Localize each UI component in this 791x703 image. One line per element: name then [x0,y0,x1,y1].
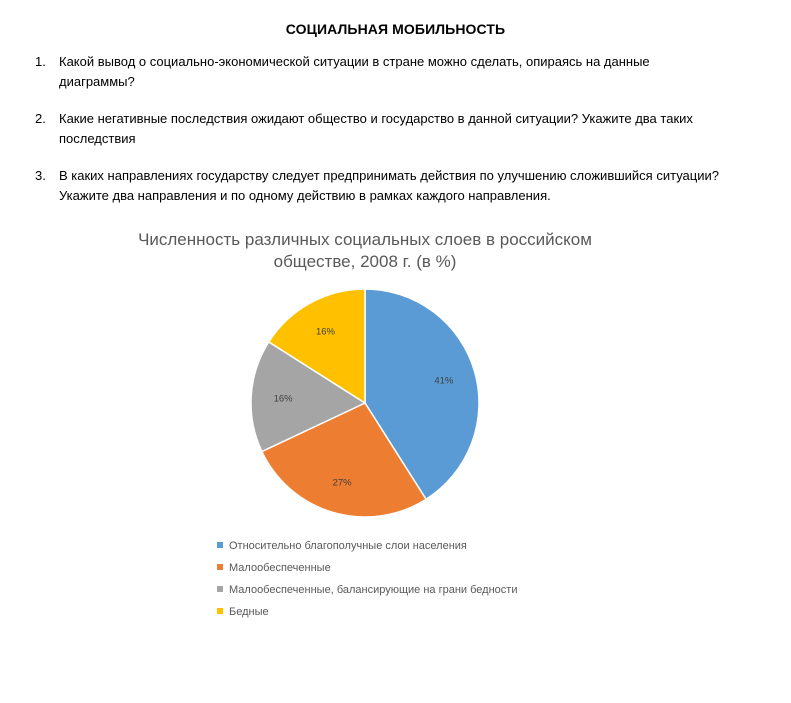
question-line: Какие негативные последствия ожидают общество и государство в данной ситуации? Укажите два таких [59,111,693,126]
legend-item [217,579,517,601]
question-number: 3. [35,168,46,183]
question-number: 2. [35,111,46,126]
question-number: 1. [35,54,46,69]
legend-swatch [217,542,223,548]
pie-data-label: 16% [273,393,293,405]
legend-item [217,557,517,579]
pie-data-label: 16% [315,326,335,338]
legend-label: Бедные [229,606,269,618]
pie-data-label: 41% [434,375,454,387]
question-line: последствия [59,131,136,146]
legend-label: Малообеспеченные, балансирующие на грани бедности [229,584,518,596]
question-line: В каких направлениях государству следует предпринимать действия по улучшению сложившийся ситуации? [59,168,719,183]
legend-swatch [217,608,223,614]
legend-swatch [217,586,223,592]
page-title: СОЦИАЛЬНАЯ МОБИЛЬНОСТЬ [285,21,506,37]
legend-label: Относительно благополучные слои населения [229,540,467,552]
question-line: диаграммы? [59,74,135,89]
legend-swatch [217,564,223,570]
question-line: Укажите два направления и по одному действию в рамках каждого направления. [59,188,551,203]
legend-item [217,535,517,557]
chart-legend [217,535,517,623]
chart-title-line: обществе, 2008 г. (в %) [273,252,457,271]
question-line: Какой вывод о социально-экономической ситуации в стране можно сделать, опираясь на данные [59,54,650,69]
chart-title-line: Численность различных социальных слоев в российском [138,230,592,249]
legend-label: Малообеспеченные [229,562,331,574]
pie-data-label: 27% [332,477,352,489]
legend-item [217,601,517,623]
